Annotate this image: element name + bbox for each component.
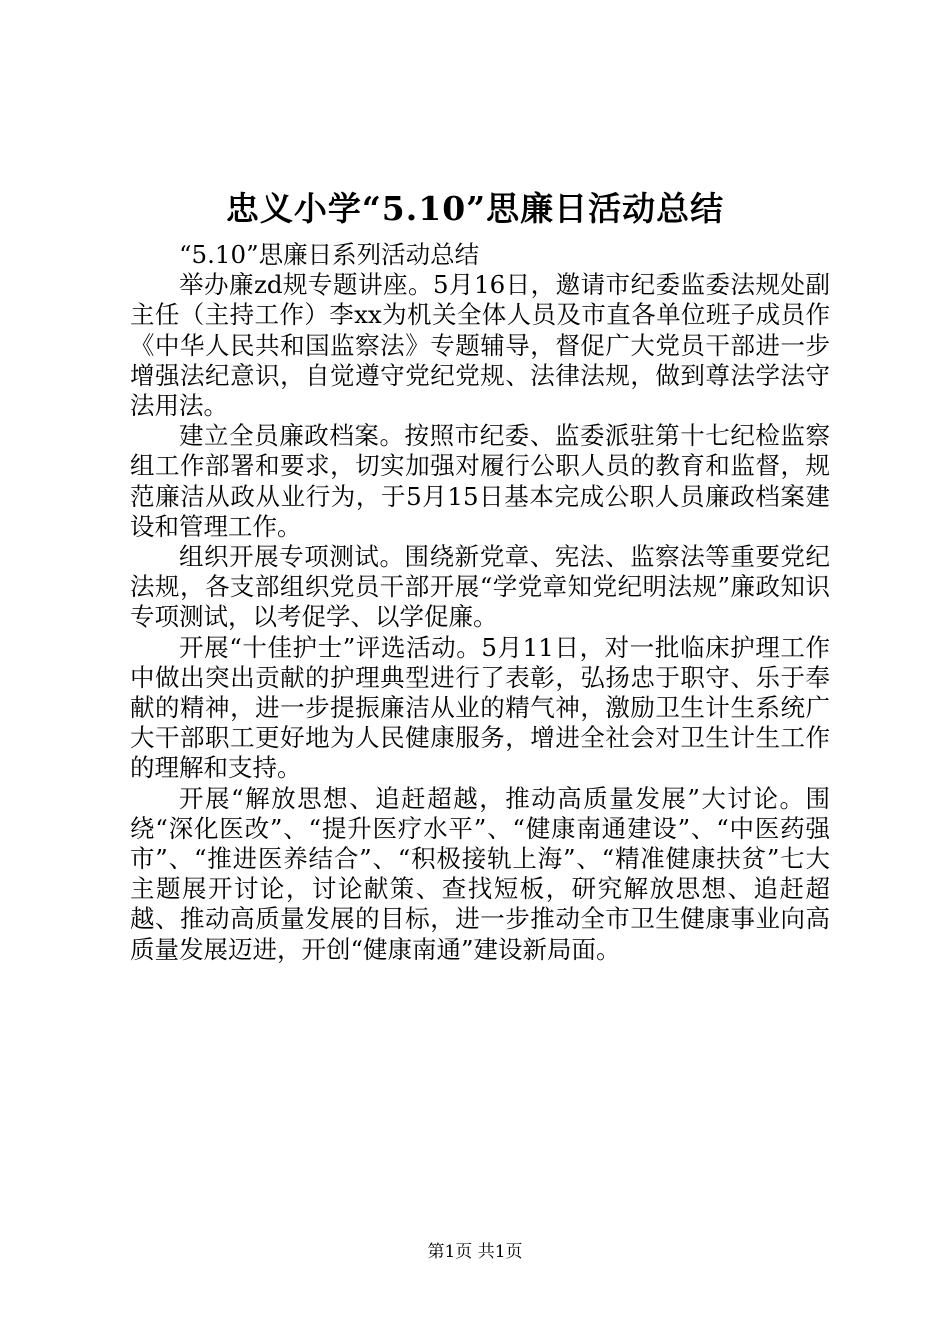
paragraph-archive: 建立全员廉政档案。按照市纪委、监委派驻第十七纪检监察组工作部署和要求，切实加强对履行公职人员的教育和监督，规范廉洁从政从业行为，于5月15日基本完成公职人员廉政档案建设和管理工作。	[130, 421, 830, 541]
paragraph-test: 组织开展专项测试。围绕新党章、宪法、监察法等重要党纪法规，各支部组织党员干部开展“学党章知党纪明法规”廉政知识专项测试，以考促学、以学促廉。	[130, 542, 830, 632]
page-footer: 第1页 共1页	[427, 1242, 523, 1262]
paragraph-nurse-award: 开展“十佳护士”评选活动。5月11日，对一批临床护理工作中做出突出贡献的护理典型进行了表彰，弘扬忠于职守、乐于奉献的精神，进一步提振廉洁从业的精气神，激励卫生计生系统广大干部职工更好地为人民健康服务，增进全社会对卫生计生工作的理解和支持。	[130, 632, 830, 783]
paragraph-discussion: 开展“解放思想、追赶超越，推动高质量发展”大讨论。围绕“深化医改”、“提升医疗水平”、“健康南通建设”、“中医药强市”、“推进医养结合”、“积极接轨上海”、“精准健康扶贫”七大主题展开讨论，讨论献策、查找短板，研究解放思想、追赶超越、推动高质量发展的目标，进一步推动全市卫生健康事业向高质量发展迈进，开创“健康南通”建设新局面。	[130, 783, 830, 964]
document-title: 忠义小学“5.10”思廉日活动总结	[225, 189, 725, 228]
document-body	[130, 240, 830, 965]
paragraph-lecture: 举办廉zd规专题讲座。5月16日，邀请市纪委监委法规处副主任（主持工作）李xx为机关全体人员及市直各单位班子成员作《中华人民共和国监察法》专题辅导，督促广大党员干部进一步增强法纪意识，自觉遵守党纪党规、法律法规，做到尊法学法守法用法。	[130, 270, 830, 421]
subtitle-paragraph: “5.10”思廉日系列活动总结	[179, 240, 480, 269]
